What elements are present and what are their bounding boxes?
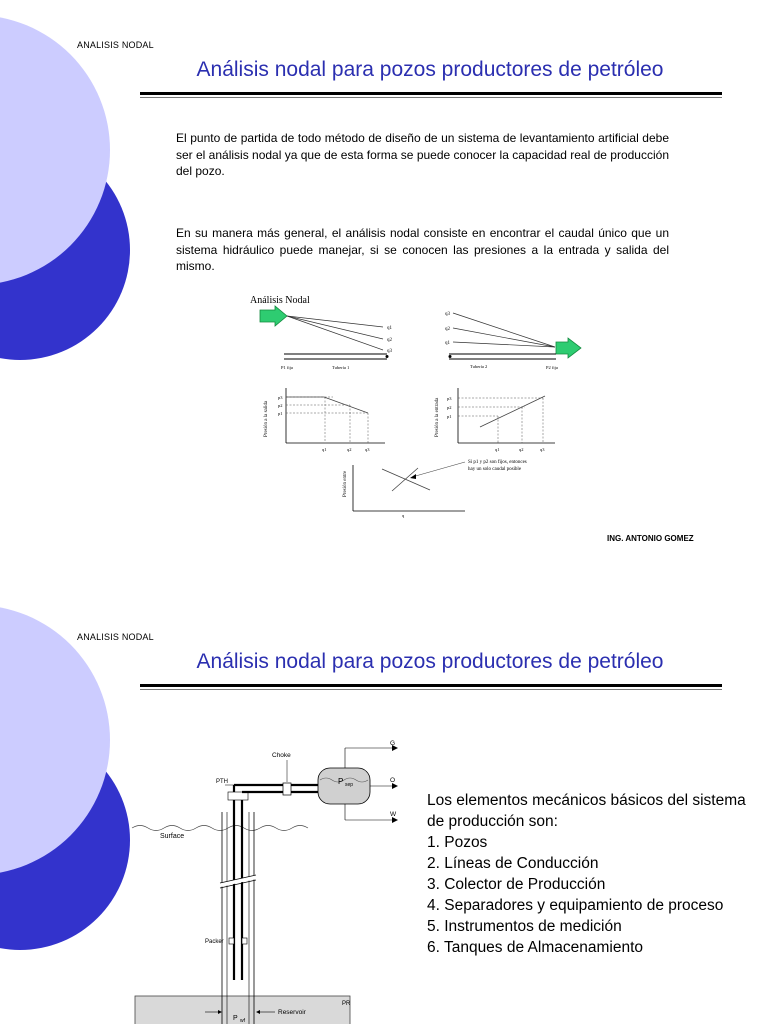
y-tick: p3 (447, 396, 452, 401)
left-flow-diagram (260, 306, 393, 370)
x-axis-label: q (402, 513, 405, 518)
y-axis-label: Presión a la entrada (435, 397, 440, 437)
nodal-analysis-figure (240, 285, 600, 518)
list-item: 1. Pozos (427, 834, 488, 851)
y-tick: p1 (278, 411, 283, 416)
gas-label: G (390, 740, 396, 747)
water-label: W (390, 811, 397, 818)
pwf-label: P (233, 1015, 238, 1022)
surface-label: Surface (160, 833, 185, 840)
list-item: 4. Separadores y equipamiento de proceso (427, 897, 724, 914)
right-pipe-label: Tubería 2 (470, 364, 488, 369)
elements-list (427, 790, 747, 958)
y-tick: p1 (447, 414, 452, 419)
list-item: 2. Líneas de Conducción (427, 855, 599, 872)
x-tick: q2 (519, 447, 524, 452)
list-item: 3. Colector de Producción (427, 876, 606, 893)
list-item: 5. Instrumentos de medición (427, 918, 622, 935)
y-axis-label: Presión entre (343, 470, 348, 497)
packer-label: Packer (205, 939, 224, 945)
inlet-pressure-chart (435, 388, 555, 452)
header-label: ANALISIS NODAL (77, 40, 154, 50)
annotation: Si p1 y p2 son fijos, entonces (468, 460, 527, 465)
x-tick: q1 (495, 447, 500, 452)
y-tick: p2 (447, 405, 452, 410)
left-pipe-label: P1 fija (281, 365, 293, 370)
left-flow-label: q1 (387, 326, 392, 331)
annotation: hay un solo caudal posible (468, 467, 522, 472)
title-rule-thin (140, 97, 722, 98)
reservoir-label: Reservoir (278, 1009, 306, 1016)
paragraph-1: El punto de partida de todo método de diseño de un sistema de levantamiento artificial debe ser el análisis nodal ya que de esta forma se puede conocer la capacidad real de producción del pozo. (176, 131, 669, 178)
x-tick: q3 (365, 447, 370, 452)
right-pipe-label: P2 fija (546, 365, 558, 370)
right-flow-label: q2 (445, 327, 450, 332)
intersection-chart (343, 460, 527, 518)
outlet-pressure-chart (264, 388, 385, 452)
y-tick: p2 (278, 403, 283, 408)
author-credit: ING. ANTONIO GOMEZ (607, 534, 694, 543)
choke-label: Choke (272, 752, 291, 759)
y-axis-label: Presión a la salida (264, 400, 269, 437)
list-intro: Los elementos mecánicos básicos del sistema de producción son: (427, 792, 746, 830)
y-tick: p3 (278, 395, 283, 400)
pth-label: PTH (216, 779, 228, 785)
oil-label: O (390, 777, 396, 784)
decorative-circles (0, 0, 140, 590)
title-rule-thin (140, 689, 722, 690)
page-title: Análisis nodal para pozos productores de petróleo (196, 650, 664, 673)
title-rule (140, 92, 722, 95)
slide-2 (0, 590, 768, 1024)
x-tick: q2 (347, 447, 352, 452)
left-pipe-label: Tubería 1 (332, 365, 350, 370)
inflow-arrow-icon (260, 306, 287, 326)
right-flow-diagram (445, 312, 581, 370)
psep-subscript: sep (345, 782, 354, 788)
header-label: ANALISIS NODAL (77, 632, 154, 642)
pr-label: PR (342, 1001, 351, 1007)
left-flow-label: q2 (387, 338, 392, 343)
x-tick: q3 (540, 447, 545, 452)
right-flow-label: q3 (445, 312, 450, 317)
page-title: Análisis nodal para pozos productores de petróleo (196, 58, 664, 81)
separator-icon (318, 768, 370, 804)
right-flow-label: q1 (445, 341, 450, 346)
decorative-circles (0, 590, 140, 1024)
list-item: 6. Tanques de Almacenamiento (427, 939, 644, 956)
figure-title: Análisis Nodal (250, 295, 310, 306)
outflow-arrow-icon (556, 338, 581, 358)
left-flow-label: q3 (387, 349, 392, 354)
paragraph-2: En su manera más general, el análisis nodal consiste en encontrar el caudal único que un sistema hidráulico puede manejar, si se conocen las presiones a la entrada y salida del mismo. (176, 226, 669, 273)
title-rule (140, 684, 722, 687)
production-system-diagram (130, 740, 405, 1024)
surface-line (132, 826, 308, 831)
x-tick: q1 (322, 447, 327, 452)
pwf-subscript: wf (240, 1018, 245, 1024)
choke-icon (283, 783, 291, 795)
psep-label: P (338, 777, 344, 786)
